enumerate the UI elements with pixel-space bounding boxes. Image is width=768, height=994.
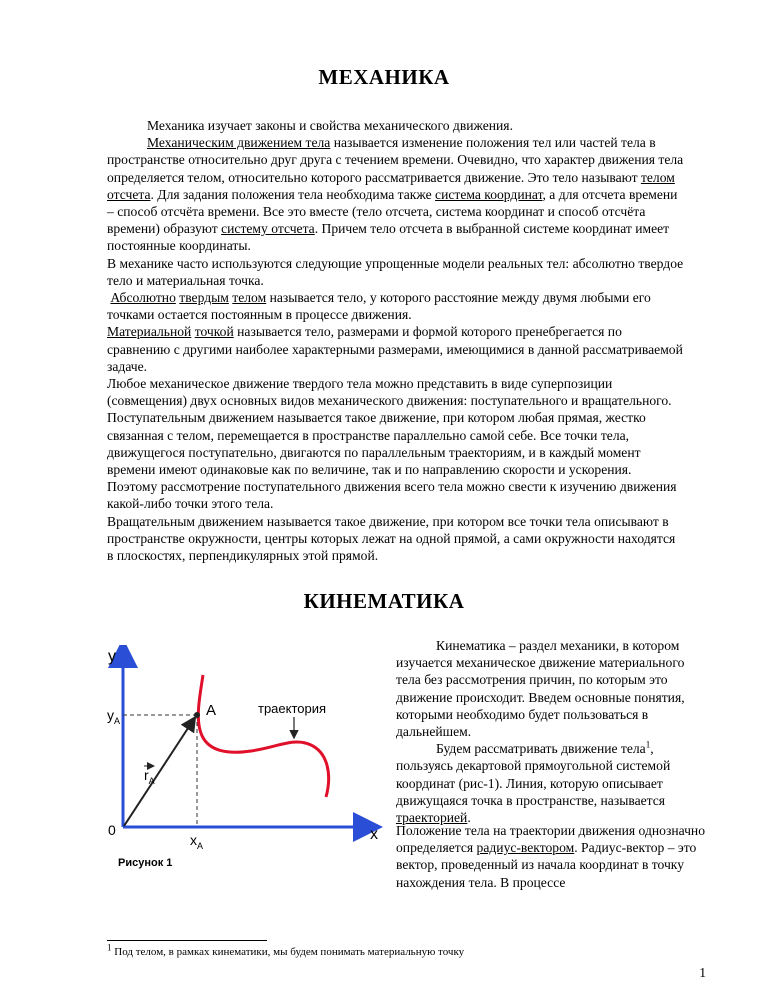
- radius-vector: [124, 719, 194, 826]
- paragraph-rigid-body: [107, 289, 685, 323]
- term-body: телом: [232, 290, 267, 306]
- section-title-kinematics: КИНЕМАТИКА: [303, 589, 465, 613]
- trajectory-curve: [198, 675, 328, 797]
- point-a-label: A: [206, 702, 217, 719]
- page-number: 1: [699, 965, 706, 980]
- paragraph-radius-vector: [396, 822, 706, 891]
- term-coordinate-system: система координат: [435, 186, 543, 202]
- term-trajectory: траекторией: [396, 810, 468, 826]
- trajectory-label: траектория: [258, 701, 327, 716]
- kinematics-text-top: [396, 637, 706, 826]
- text-run: .: [467, 810, 471, 826]
- text-run: , а для отсчета времени – способ отсчёта времени. Все это вместе (тело отсчета, система координат и способ отсчёта времени) образуют: [107, 186, 678, 237]
- term-point: точкой: [194, 324, 234, 340]
- footnote-divider: [107, 940, 267, 941]
- paragraph-models: В механике часто используются следующие упрощенные модели реальных тел: абсолютно твердое тело и материальная точка.: [107, 255, 684, 288]
- paragraph-material-point: [107, 323, 685, 375]
- xa-label: $x_A$: [190, 832, 204, 851]
- text-run: Положение тела на траектории движения однозначно определяется: [396, 823, 705, 856]
- footnote-number: 1: [107, 942, 112, 953]
- text-run: . Причем тело отсчета в выбранной системе координат имеет постоянные координаты.: [107, 221, 670, 254]
- paragraph-translational: Поступательным движением называется такое движение, при котором любая прямая, жестко связанная с телом, перемещается в пространстве параллельно самой себе. Все точки тела, движущегося поступательно, двигаются по параллельным траекториям, и в каждый момент времени имеют одинаковые как по величине, так и по направлению скорости и ускорения. Поэтому рассмотрение поступательного движения всего тела можно свести к изучению движения какой-либо точки этого тела.: [107, 410, 677, 512]
- footnote-ref: 1: [645, 739, 651, 750]
- paragraph-kinematics-def: Кинематика – раздел механики, в котором изучается механическое движение материального тела без рассмотрения причин, по которым это движение происходит. Введем основные понятия, которыми необходимо будет пользоваться в дальнейшем.: [396, 638, 685, 740]
- radius-vector-label: $r_A$: [144, 767, 155, 786]
- paragraph-superposition: Любое механическое движение твердого тела можно представить в виде суперпозиции (совмещения) двух основных видов механического движения: поступательного и вращательного.: [107, 376, 672, 409]
- paragraph-intro: Механика изучает законы и свойства механического движения.: [147, 118, 513, 133]
- section-title-mechanics: МЕХАНИКА: [318, 65, 450, 89]
- term-material: Материальной: [107, 324, 192, 340]
- text-run: называется тело, у которого расстояние между двумя любыми его точками остается постоянным в процессе движения.: [107, 290, 651, 323]
- term-rigid: твердым: [179, 290, 229, 306]
- paragraph-mech-motion: [107, 134, 685, 254]
- term-absolutely: Абсолютно: [110, 290, 176, 306]
- text-run: называется изменение положения тел или частей тела в пространстве относительно друг друга с течением времени. Очевидно, что характер движения тела определяется телом, относительно которого рассматривается движение. Это тело называют: [107, 135, 684, 185]
- text-run: . Радиус-вектор – это вектор, проведенный из начала координат в точку нахождения тела. В процессе: [396, 840, 697, 890]
- text-run: называется тело, размерами и формой которого пренебрегается по сравнению с другими наиболее характерными размерами, имеющимися в данной рассматриваемой задаче.: [107, 324, 683, 374]
- footnote-text: Под телом, в рамках кинематики, мы будем понимать материальную точку: [111, 946, 465, 958]
- mechanics-text: [107, 117, 685, 564]
- footnote: [107, 942, 465, 958]
- x-axis-label: x: [370, 826, 378, 843]
- term-reference-frame: систему отсчета: [221, 221, 315, 237]
- term-reference-body: телом отсчета: [107, 169, 675, 202]
- origin-label: 0: [108, 822, 116, 838]
- y-axis-label: y: [108, 648, 116, 665]
- figure-caption: Рисунок 1: [118, 857, 173, 869]
- figure-1-trajectory: [106, 645, 391, 885]
- text-run: . Для задания положения тела необходима также: [150, 186, 436, 202]
- text-run: , пользуясь декартовой прямоугольной системой координат (рис-1). Линия, которую описывает движущаяся точка в пространстве, называется: [396, 741, 671, 808]
- point-a: [194, 712, 200, 718]
- paragraph-rotational: Вращательным движением называется такое движение, при котором все точки тела описывают в пространстве окружности, центры которых лежат на одной прямой, а сами окружности находятся в плоскостях, перпендикулярных этой прямой.: [107, 513, 676, 564]
- text-run: Будем рассматривать движение тела: [436, 741, 646, 757]
- term-mech-motion: Механическим движением тела: [147, 135, 331, 151]
- ya-label: $y_A$: [107, 707, 121, 726]
- paragraph-trajectory: [396, 740, 706, 826]
- kinematics-text-bottom: [396, 822, 706, 891]
- term-radius-vector: радиус-вектором: [476, 840, 575, 856]
